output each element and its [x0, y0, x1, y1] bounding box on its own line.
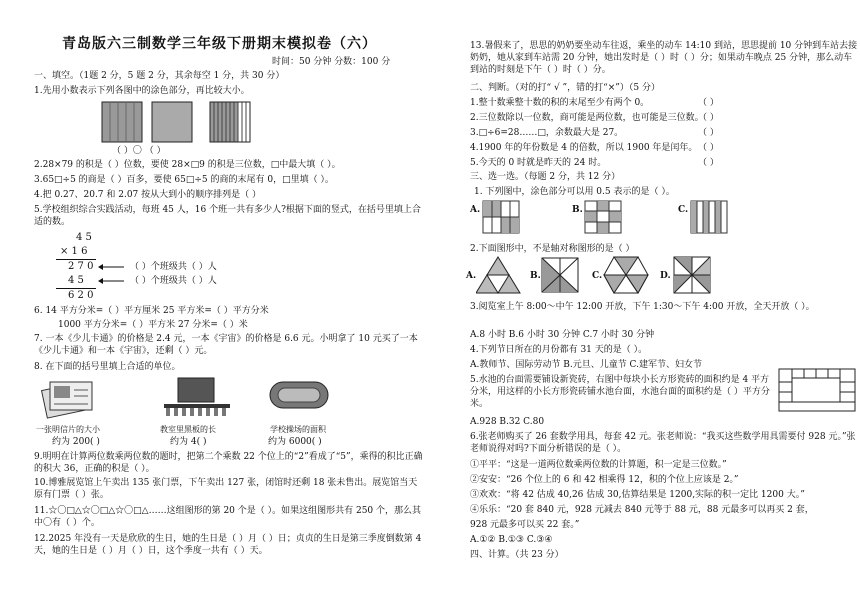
triangle-shape	[476, 255, 522, 295]
judge-2-paren: （ ）	[698, 113, 719, 123]
judge-4-paren: （ ）	[698, 143, 719, 153]
question-4: 4.把 0.27、20.7 和 2.07 按从大到小的顺序排列是（ ）	[34, 190, 262, 200]
calc-divider-1	[56, 259, 96, 260]
question-12: 12.2025 年没有一天是欣欣的生日，她的生日是（ ）月（ ）日；贞贞的生日是第三季度倒数第 4 天，她的生日是（ ）月（ ）日，这个季度一共有（ ）天。	[34, 534, 422, 556]
calc-row-4: 4 5	[68, 275, 84, 286]
choice-6-statement-1: ①平平：“这是一道两位数乘两位数的计算题，积一定是三位数。”	[470, 460, 727, 470]
calc-row-3: 2 7 0	[68, 261, 94, 272]
square-star-shape	[672, 255, 714, 297]
compare-blanks: （ ）〇 （ ）	[112, 146, 166, 156]
question-2: 2.28×79 的积是（ ）位数，要使 28×□9 的积是三位数，□中最大填（ ）。	[34, 160, 341, 170]
choice-6-statement-4b: 928 元最多可以买 22 套。”	[470, 520, 580, 530]
question-10: 10.博雅展览馆上午卖出 135 张门票，下午卖出 127 张，闭馆时还剩 18 张未售出。展览馆当天原有门票（ ）张。	[34, 478, 418, 500]
judge-5: 5.今天的 0 时就是昨天的 24 时。	[470, 158, 607, 168]
question-9: 9.明明在计算两位数乘两位数的题时，把第二个乘数 22 个位上的“2”看成了“5”，乘得的积比正确的积大 36，正确的积是（ ）。	[34, 452, 423, 474]
square-mid	[152, 102, 192, 142]
choice-6-statement-3: ③欢欢：“将 42 估成 40,26 估成 30,估算结果是 1200,实际的积一定比 1200 大。”	[470, 490, 805, 500]
square-right	[210, 102, 250, 142]
calc-row-2: × 1 6	[60, 246, 88, 257]
section-judge: 二、判断。（对的打“ √ ”，错的打“×”）（5 分）	[470, 83, 660, 93]
choice-4: 4.下列节日所在的月份都有 31 天的是（ ）。	[470, 345, 648, 355]
c2-option-b-label: B.	[530, 271, 541, 281]
choice-6-options: A.①② B.①③ C.③④	[470, 535, 553, 545]
question-1: 1.先用小数表示下列各图中的涂色部分，再比较大小。	[34, 86, 250, 96]
choice-6-statement-2: ②安安：“26 个位上的 6 和 42 相乘得 12，积的个位上应该是 2。”	[470, 475, 739, 485]
calc-row-5: 6 2 0	[68, 290, 94, 301]
q5-blank-b: （ ）个班级共（ ）人	[130, 276, 217, 286]
arrow-icons	[96, 262, 126, 288]
judge-3-paren: （ ）	[698, 128, 719, 138]
hexagon-shape	[602, 255, 650, 297]
c1-option-c-label: C.	[678, 205, 689, 215]
question-11: 11.☆〇□△☆〇□△☆〇□△……这组图形的第 20 个是（ ）。如果这组图形共有 250 个，那么其中〇有（ ）个。	[34, 506, 422, 528]
section-choose: 三、选一选。（每题 2 分，共 12 分）	[470, 172, 621, 182]
grid-figure-b	[584, 200, 624, 236]
q5-blank-a: （ ）个班级共（ ）人	[130, 262, 217, 272]
blackboard-icon	[160, 376, 234, 420]
c2-option-c-label: C.	[592, 271, 603, 281]
choice-1: 1. 下列图中，涂色部分可以用 0.5 表示的是（ ）。	[474, 187, 675, 197]
answer-playground: 约为 6000( )	[268, 437, 322, 447]
choice-3: 3.阅览室上午 8:00～中午 12:00 开放，下午 1:30～下午 4:00 开放，全天开放（ ）。	[470, 302, 815, 312]
square-left	[102, 102, 142, 142]
page-title: 青岛版六三制数学三年级下册期末模拟卷（六）	[62, 36, 377, 52]
question-3: 3.65□÷5 的商是（ ）百多，要使 65□÷5 的商的末尾有 0，□里填（ ）。	[34, 175, 334, 185]
caption-playground: 学校操场的面积	[270, 425, 326, 434]
c2-option-d-label: D.	[660, 271, 671, 281]
decimal-squares-figure	[100, 98, 260, 144]
question-6-a: 6. 14 平方分米=（ ）平方厘米 25 平方米=（ ）平方分米	[34, 306, 269, 316]
c1-option-b-label: B.	[572, 205, 583, 215]
section-calc: 四、计算。（共 23 分）	[470, 550, 564, 560]
question-8: 8. 在下面的括号里填上合适的单位。	[34, 362, 181, 372]
caption-blackboard: 教室里黑板的长	[160, 425, 216, 434]
question-5: 5.学校组织综合实践活动，每班 45 人，16 个班一共有多少人?根据下面的竖式，在括号里填上合适的数。	[34, 205, 421, 227]
choice-4-options: A.教师节、国际劳动节 B.元旦、儿童节 C.建军节、妇女节	[470, 360, 702, 370]
judge-3: 3.□÷6=28……□，余数最大是 27。	[470, 128, 624, 138]
choice-6-statement-4a: ④乐乐：“20 套 840 元，928 元减去 840 元等于 88 元，88 元最多可以再买 2 套，	[470, 505, 814, 515]
question-13: 13.暑假来了，思思的奶奶要坐动车往返，乘坐的动车 14:10 到站，思思提前 10 分钟到车站去接奶奶，她从家到车站需 20 分钟，她出发时是（ ）时（ ）分；如果动车晚点 25 分钟，那么动车到站的时刻是下午（ ）时（ ）分。	[470, 41, 858, 75]
tile-grid-figure	[778, 368, 858, 414]
square-diagonal-shape	[540, 256, 582, 294]
grid-figure-c	[690, 200, 730, 236]
calc-row-1: 4 5	[76, 232, 92, 243]
choice-2: 2.下面图形中，不是轴对称图形的是（ ）	[470, 244, 635, 254]
judge-1: 1.整十数乘整十数的积的末尾至少有两个 0。	[470, 98, 650, 108]
question-6-b: 1000 平方分米=（ ）平方米 27 分米=（ ）米	[58, 320, 248, 330]
caption-postcard: 一张明信片的大小	[36, 425, 100, 434]
judge-2: 2.三位数除以一位数，商可能是两位数，也可能是三位数。	[470, 113, 704, 123]
playground-icon	[268, 380, 332, 412]
judge-4: 4.1900 年的年份数是 4 的倍数，所以 1900 年是闰年。	[470, 143, 698, 153]
question-7: 7. 一本《少儿卡通》的价格是 2.4 元，一本《宇宙》的价格是 6.6 元。小明拿了 10 元买了一本《少儿卡通》和一本《宇宙》，还剩（ ）元。	[34, 334, 418, 356]
judge-5-paren: （ ）	[698, 158, 719, 168]
choice-5-options: A.928 B.32 C.80	[470, 417, 545, 427]
choice-6: 6.张老师购买了 26 套数学用具，每套 42 元。张老师说：“我买这些数学用具需要付 928 元。”张老师说得对吗?下面分析错误的是（ ）。	[470, 432, 856, 454]
c1-option-a-label: A.	[470, 205, 481, 215]
section-fill-blank: 一、填空。（1题 2 分，5 题 2 分，其余每空 1 分，共 30 分）	[34, 71, 285, 81]
judge-1-paren: （ ）	[698, 98, 719, 108]
postcard-icon	[40, 376, 100, 420]
answer-blackboard: 约为 4( )	[170, 437, 207, 447]
answer-postcard: 约为 200( )	[52, 437, 100, 447]
calc-divider-2	[56, 288, 96, 289]
exam-meta: 时间：50 分钟 分数：100 分	[272, 57, 391, 67]
choice-3-options: A.8 小时 B.6 小时 30 分钟 C.7 小时 30 分钟	[470, 330, 655, 340]
c2-option-a-label: A.	[466, 271, 477, 281]
choice-5: 5.水池的台面需要铺设新瓷砖，右图中每块小长方形瓷砖的面积约是 4 平方分米，用这样的小长方形瓷砖铺水池台面，水池台面的面积约是（ ）平方分米。	[470, 375, 770, 409]
grid-figure-a	[482, 200, 522, 236]
